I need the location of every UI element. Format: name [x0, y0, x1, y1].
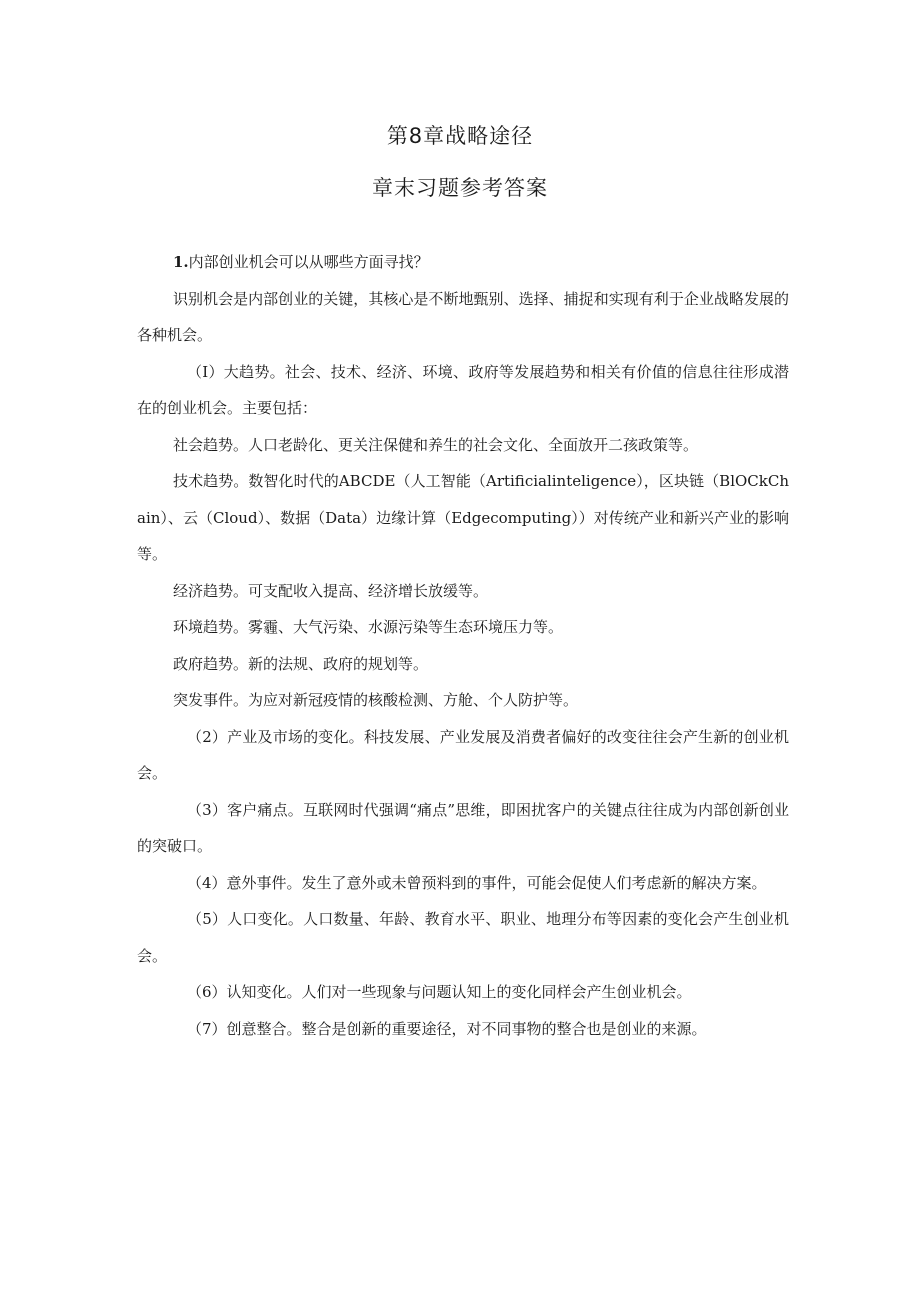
government-trend-paragraph: 政府趋势。新的法规、政府的规划等。 — [173, 654, 429, 673]
point-6-paragraph: （6）认知变化。人们对一些现象与问题认知上的变化同样会产生创业机会。 — [187, 983, 692, 1001]
chapter-subtitle: 章末习题参考答案 — [372, 176, 548, 200]
answer-body — [137, 244, 789, 1047]
question-number: 1. — [173, 253, 189, 271]
point-1-paragraph: （I）大趋势。社会、技术、经济、环境、政府等发展趋势和相关有价值的信息往往形成潜在的创业机会。主要包括： — [137, 362, 789, 417]
social-trend-paragraph: 社会趋势。人口老龄化、更关注保健和养生的社会文化、全面放开二孩政策等。 — [173, 435, 699, 454]
point-4-paragraph: （4）意外事件。发生了意外或未曾预料到的事件，可能会促使人们考虑新的解决方案。 — [187, 873, 767, 892]
chapter-title: 第8章战略途径 — [386, 124, 534, 148]
emergency-event-paragraph: 突发事件。为应对新冠疫情的核酸检测、方舱、个人防护等。 — [173, 691, 579, 709]
economic-trend-paragraph: 经济趋势。可支配收入提高、经济增长放缓等。 — [173, 581, 489, 600]
question-text: 内部创业机会可以从哪些方面寻找？ — [188, 253, 429, 271]
question-heading — [137, 244, 789, 281]
point-7-paragraph: （7）创意整合。整合是创新的重要途径，对不同事物的整合也是创业的来源。 — [187, 1019, 707, 1038]
environment-trend-paragraph: 环境趋势。雾霾、大气污染、水源污染等生态环境压力等。 — [173, 618, 564, 636]
tech-trend-paragraph: 技术趋势。数智化时代的ABCDE（人工智能（Artificialinteligence），区块链（BlOCkChain）、云（Cloud）、数据（Data）边缘计算（Edgecomputing））对传统产业和新兴产业的影响等。 — [137, 472, 789, 563]
point-2-paragraph: （2）产业及市场的变化。科技发展、产业发展及消费者偏好的改变往往会产生新的创业机会。 — [137, 727, 789, 782]
point-5-paragraph: （5）人口变化。人口数量、年龄、教育水平、职业、地理分布等因素的变化会产生创业机会。 — [137, 910, 789, 965]
intro-paragraph: 识别机会是内部创业的关键，其核心是不断地甄别、选择、捕捉和实现有利于企业战略发展的各种机会。 — [137, 289, 789, 344]
point-3-paragraph: （3）客户痛点。互联网时代强调“痛点”思维，即困扰客户的关键点往往成为内部创新创业的突破口。 — [137, 800, 789, 855]
